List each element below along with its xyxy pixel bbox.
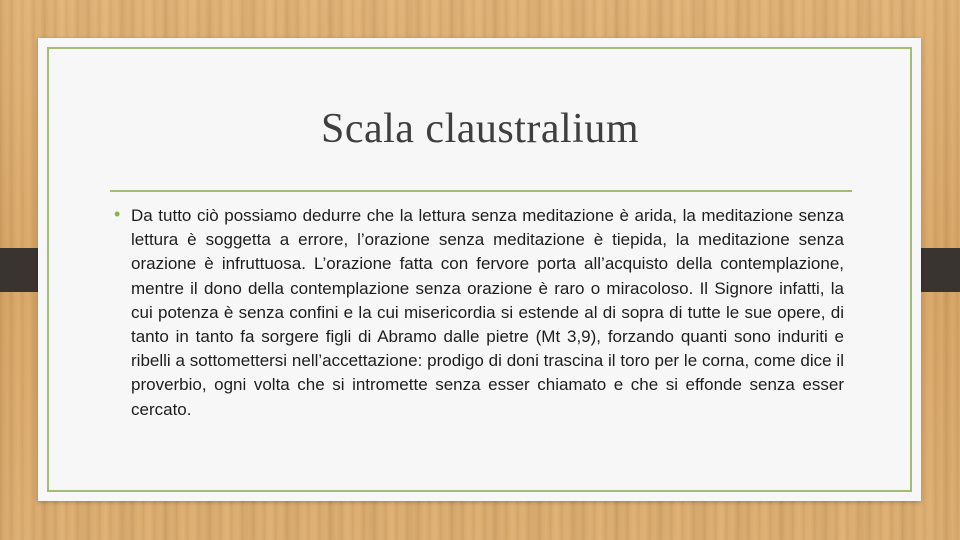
slide-title: Scala claustralium <box>320 106 640 152</box>
bullet-icon: • <box>114 204 121 224</box>
bullet-paragraph: Da tutto ciò possiamo dedurre che la lettura senza meditazione è arida, la meditazione senza lettura è soggetta a errore, l’orazione senza meditazione è tiepida, la meditazione senza orazione è infruttuosa. L’orazione fatta con fervore porta all’acquisto della contemplazione, mentre il dono della contemplazione senza orazione è raro o miracoloso. Il Signore infatti, la cui potenza è senza confini e la cui misericordia si estende al di sopra di tutte le sue opere, di tanto in tanto fa sorgere figli di Abramo dalle pietre (Mt 3,9), forzando quanti sono induriti e ribelli a sottomettersi nell’accettazione: prodigo di doni trascina il toro per le corna, come dice il proverbio, ogni volta che si intromette senza esser chiamato e che si effonde senza esser cercato. <box>131 206 844 419</box>
title-divider <box>110 190 852 192</box>
